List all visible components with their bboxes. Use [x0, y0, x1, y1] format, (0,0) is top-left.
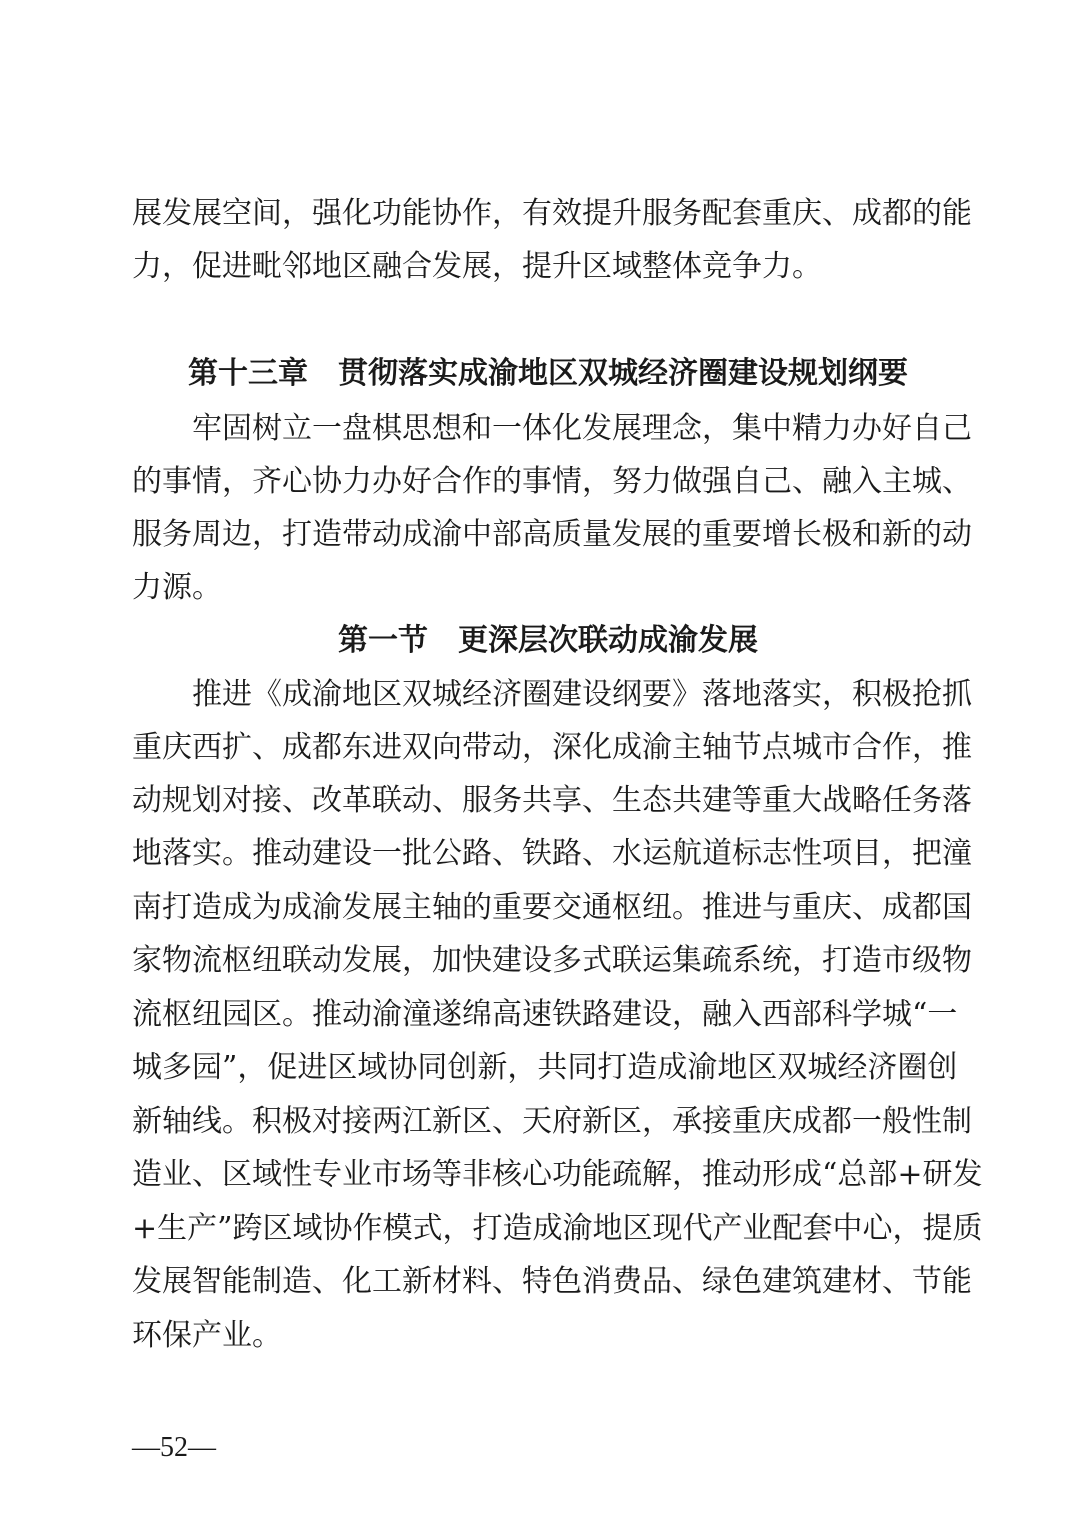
paragraph-line: 牢固树立一盘棋思想和一体化发展理念，集中精力办好自己 [132, 411, 972, 446]
paragraph-line: 发展智能制造、化工新材料、特色消费品、绿色建筑建材、节能 [132, 1264, 972, 1299]
paragraph-line: 服务周边，打造带动成渝中部高质量发展的重要增长极和新的动 [132, 517, 972, 552]
paragraph-line: 环保产业。 [132, 1318, 282, 1353]
paragraph-line: +生产”跨区域协作模式，打造成渝地区现代产业配套中心，提质 [132, 1211, 983, 1246]
page-number: —52— [132, 1432, 216, 1463]
paragraph-line: 家物流枢纽联动发展，加快建设多式联运集疏系统，打造市级物 [132, 943, 972, 978]
paragraph-line: 力，促进毗邻地区融合发展，提升区域整体竞争力。 [132, 249, 822, 284]
paragraph-line: 展发展空间，强化功能协作，有效提升服务配套重庆、成都的能 [132, 196, 972, 231]
section-title: 第一节 更深层次联动成渝发展 [338, 623, 758, 658]
paragraph-line: 力源。 [132, 570, 222, 605]
paragraph-line: 造业、区域性专业市场等非核心功能疏解，推动形成“总部+研发 [132, 1157, 983, 1192]
paragraph-line: 推进《成渝地区双城经济圈建设纲要》落地落实，积极抢抓 [132, 677, 972, 712]
chapter-title: 第十三章 贯彻落实成渝地区双城经济圈建设规划纲要 [188, 356, 908, 391]
paragraph-line: 动规划对接、改革联动、服务共享、生态共建等重大战略任务落 [132, 783, 972, 818]
paragraph-line: 城多园”，促进区域协同创新，共同打造成渝地区双城经济圈创 [132, 1050, 958, 1085]
paragraph-line: 新轴线。积极对接两江新区、天府新区，承接重庆成都一般性制 [132, 1104, 972, 1139]
paragraph-line: 南打造成为成渝发展主轴的重要交通枢纽。推进与重庆、成都国 [132, 890, 972, 925]
paragraph-line: 重庆西扩、成都东进双向带动，深化成渝主轴节点城市合作，推 [132, 730, 972, 765]
paragraph-line: 流枢纽园区。推动渝潼遂绵高速铁路建设，融入西部科学城“一 [132, 997, 958, 1032]
paragraph-line: 地落实。推动建设一批公路、铁路、水运航道标志性项目，把潼 [132, 836, 972, 871]
paragraph-line: 的事情，齐心协力办好合作的事情，努力做强自己、融入主城、 [132, 464, 972, 499]
